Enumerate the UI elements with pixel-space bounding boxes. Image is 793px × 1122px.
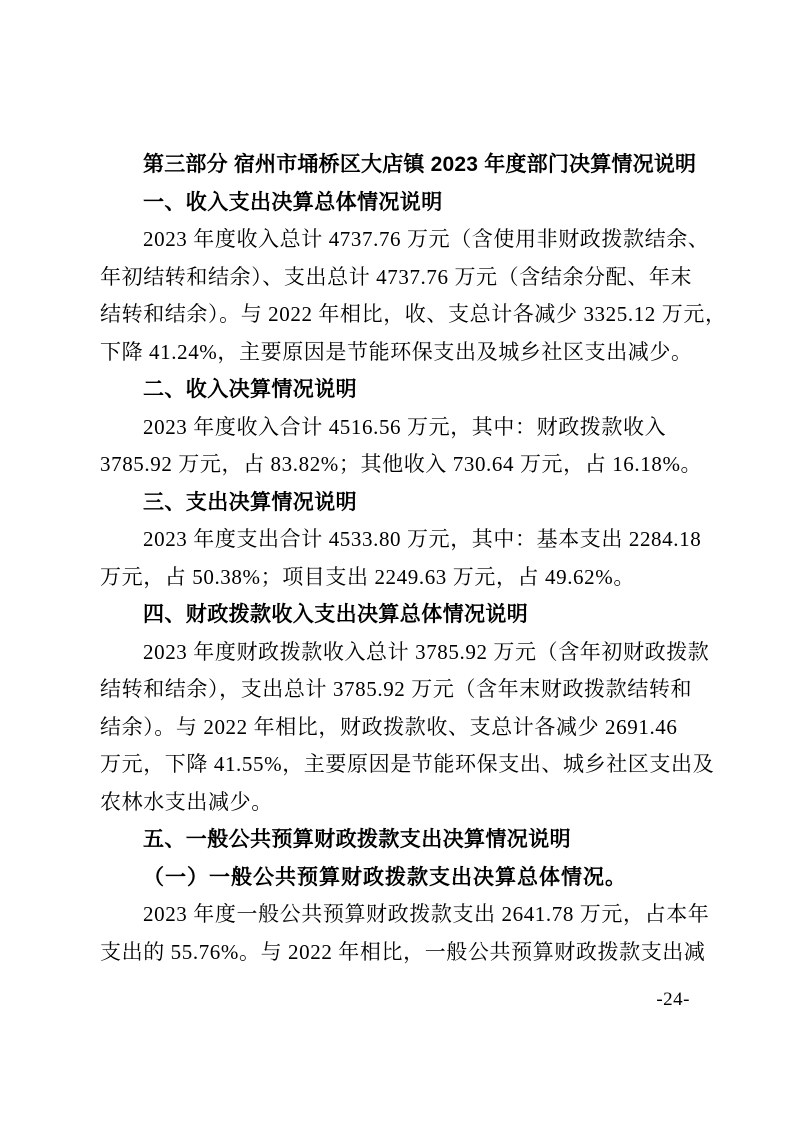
section-heading: 二、收入决算情况说明 (143, 378, 357, 401)
paragraph-line: 结转和结余），支出总计 3785.92 万元（含年末财政拨款结转和 (100, 677, 693, 701)
paragraph-line: 万元，占 50.38%；项目支出 2249.63 万元，占 49.62%。 (100, 564, 635, 589)
document-blocks (100, 184, 727, 972)
paragraph-line: 2023 年度收入总计 4737.76 万元（含使用非财政拨款结余、 (143, 227, 710, 251)
section-heading: 五、一般公共预算财政拨款支出决算情况说明 (143, 828, 571, 851)
paragraph-line: 2023 年度支出合计 4533.80 万元，其中：基本支出 2284.18 (143, 527, 702, 551)
paragraph-line: 2023 年度一般公共预算财政拨款支出 2641.78 万元，占本年 (143, 902, 710, 926)
paragraph-line: 万元，下降 41.55%，主要原因是节能环保支出、城乡社区支出及 (100, 752, 715, 776)
subsection-heading: （一）一般公共预算财政拨款支出决算总体情况。 (143, 864, 627, 889)
paragraph-line: 结余）。与 2022 年相比，财政拨款收、支总计各减少 2691.46 (100, 714, 678, 739)
paragraph-line: 2023 年度收入合计 4516.56 万元，其中：财政拨款收入 (143, 414, 667, 439)
paragraph-line: 2023 年度财政拨款收入总计 3785.92 万元（含年初财政拨款 (143, 639, 710, 664)
document-body (100, 146, 727, 971)
paragraph-line: 农林水支出减少。 (100, 789, 273, 814)
section-heading: 四、财政拨款收入支出决算总体情况说明 (143, 603, 529, 626)
paragraph-line: 支出的 55.76%。与 2022 年相比，一般公共预算财政拨款支出减 (100, 939, 706, 964)
paragraph-line: 3785.92 万元，占 83.82%；其他收入 730.64 万元，占 16.18%。 (100, 452, 703, 476)
paragraph-line: 年初结转和结余）、支出总计 4737.76 万元（含结余分配、年末 (100, 264, 693, 289)
paragraph-line: 结转和结余）。与 2022 年相比，收、支总计各减少 3325.12 万元， (100, 302, 727, 326)
document-title: 第三部分 宿州市埇桥区大店镇 2023 年度部门决算情况说明 (143, 153, 697, 176)
section-heading: 三、支出决算情况说明 (143, 490, 357, 514)
section-heading: 一、收入支出决算总体情况说明 (143, 190, 443, 214)
page-number: -24- (656, 989, 690, 1010)
paragraph-line: 下降 41.24%，主要原因是节能环保支出及城乡社区支出减少。 (100, 339, 693, 364)
